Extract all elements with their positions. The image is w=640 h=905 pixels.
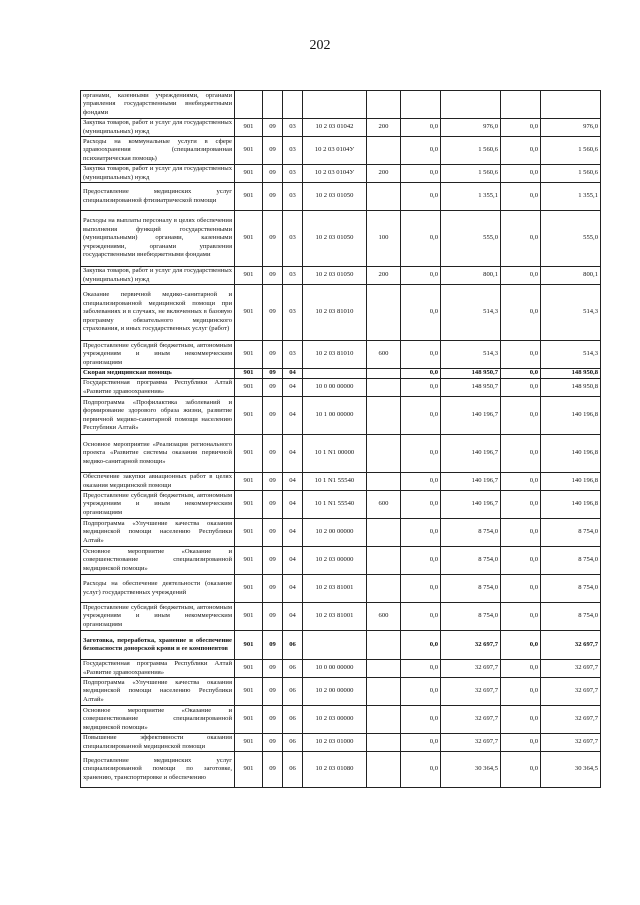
table-row <box>81 473 601 491</box>
amount-cell-3 <box>501 91 541 119</box>
row-name-cell: Предоставление субсидий бюджетным, автономным учреждениям и иным некоммерческим организациям <box>81 491 235 519</box>
amount-cell-1: 0,0 <box>401 660 441 678</box>
section-cell: 09 <box>263 285 283 341</box>
table-row <box>81 603 601 631</box>
table-row <box>81 706 601 734</box>
amount-cell-1: 0,0 <box>401 397 441 435</box>
subsection-cell: 06 <box>283 734 303 752</box>
section-cell: 09 <box>263 379 283 397</box>
subsection-cell: 04 <box>283 491 303 519</box>
admin-code-cell: 901 <box>235 734 263 752</box>
amount-cell-1: 0,0 <box>401 119 441 137</box>
row-name-cell: Повышение эффективности оказания специализированной медицинской помощи <box>81 734 235 752</box>
row-name-cell: Обеспечение закупки авиационных работ в целях оказания медицинской помощи <box>81 473 235 491</box>
row-name-cell: Скорая медицинская помощь <box>81 369 235 379</box>
section-cell: 09 <box>263 165 283 183</box>
row-name-cell: Государственная программа Республики Алтай «Развитие здравоохранения» <box>81 660 235 678</box>
row-name-cell: органами, казенными учреждениями, органами управления государственными внебюджетными фондами <box>81 91 235 119</box>
section-cell: 09 <box>263 211 283 267</box>
row-name-cell: Подпрограмма «Улучшение качества оказания медицинской помощи населению Республики Алтай» <box>81 519 235 547</box>
target-article-cell: 10 2 03 81001 <box>303 575 367 603</box>
amount-cell-2: 976,0 <box>441 119 501 137</box>
table-row <box>81 631 601 660</box>
subsection-cell: 03 <box>283 267 303 285</box>
target-article-cell: 10 2 00 00000 <box>303 678 367 706</box>
admin-code-cell: 901 <box>235 435 263 473</box>
target-article-cell: 10 1 N1 55540 <box>303 491 367 519</box>
amount-cell-2: 148 950,7 <box>441 379 501 397</box>
section-cell: 09 <box>263 267 283 285</box>
amount-cell-1: 0,0 <box>401 341 441 369</box>
target-article-cell: 10 2 03 01050 <box>303 183 367 211</box>
target-article-cell: 10 2 03 00000 <box>303 547 367 575</box>
expense-type-cell <box>367 519 401 547</box>
amount-cell-1: 0,0 <box>401 379 441 397</box>
admin-code-cell: 901 <box>235 137 263 165</box>
expense-type-cell: 200 <box>367 165 401 183</box>
amount-cell-3: 0,0 <box>501 119 541 137</box>
section-cell: 09 <box>263 547 283 575</box>
table-row <box>81 397 601 435</box>
row-name-cell: Оказание первичной медико-санитарной и специализированной медицинской помощи при заболеваниях и в случаях, не включенных в базовую программу обязательного медицинского страхования, и иных государственных услуг (работ) <box>81 285 235 341</box>
row-name-cell: Расходы на выплаты персоналу в целях обеспечения выполнения функций государственными (муниципальными) органами, казенными учреждениями, органами управления государственными внебюджетными фондами <box>81 211 235 267</box>
target-article-cell: 10 2 03 01042 <box>303 119 367 137</box>
amount-cell-2: 32 697,7 <box>441 706 501 734</box>
admin-code-cell: 901 <box>235 603 263 631</box>
amount-cell-3: 0,0 <box>501 369 541 379</box>
expense-type-cell: 100 <box>367 211 401 267</box>
amount-cell-3: 0,0 <box>501 397 541 435</box>
amount-cell-3: 0,0 <box>501 473 541 491</box>
amount-cell-4: 148 950,8 <box>541 369 601 379</box>
subsection-cell: 03 <box>283 183 303 211</box>
amount-cell-3: 0,0 <box>501 491 541 519</box>
subsection-cell <box>283 91 303 119</box>
subsection-cell: 03 <box>283 137 303 165</box>
subsection-cell: 06 <box>283 660 303 678</box>
target-article-cell: 10 2 00 00000 <box>303 519 367 547</box>
expense-type-cell <box>367 734 401 752</box>
expense-type-cell <box>367 183 401 211</box>
expense-type-cell: 200 <box>367 267 401 285</box>
target-article-cell: 10 2 03 01050 <box>303 211 367 267</box>
subsection-cell: 04 <box>283 603 303 631</box>
admin-code-cell: 901 <box>235 575 263 603</box>
expense-type-cell <box>367 379 401 397</box>
amount-cell-4: 8 754,0 <box>541 519 601 547</box>
amount-cell-4: 32 697,7 <box>541 706 601 734</box>
amount-cell-3: 0,0 <box>501 165 541 183</box>
amount-cell-2: 1 355,1 <box>441 183 501 211</box>
amount-cell-2: 8 754,0 <box>441 519 501 547</box>
section-cell <box>263 91 283 119</box>
expense-type-cell <box>367 706 401 734</box>
admin-code-cell: 901 <box>235 473 263 491</box>
subsection-cell: 06 <box>283 752 303 788</box>
table-row <box>81 137 601 165</box>
table-row <box>81 678 601 706</box>
amount-cell-1: 0,0 <box>401 706 441 734</box>
amount-cell-4: 1 560,6 <box>541 165 601 183</box>
table-row <box>81 267 601 285</box>
subsection-cell: 06 <box>283 706 303 734</box>
admin-code-cell: 901 <box>235 752 263 788</box>
amount-cell-1: 0,0 <box>401 752 441 788</box>
amount-cell-4: 140 196,8 <box>541 491 601 519</box>
target-article-cell: 10 2 03 81001 <box>303 603 367 631</box>
amount-cell-3: 0,0 <box>501 734 541 752</box>
amount-cell-3: 0,0 <box>501 706 541 734</box>
amount-cell-1: 0,0 <box>401 165 441 183</box>
row-name-cell: Заготовка, переработка, хранение и обеспечение безопасности донорской крови и ее компонентов <box>81 631 235 660</box>
row-name-cell: Закупка товаров, работ и услуг для государственных (муниципальных) нужд <box>81 267 235 285</box>
table-row <box>81 435 601 473</box>
amount-cell-3: 0,0 <box>501 211 541 267</box>
section-cell: 09 <box>263 706 283 734</box>
target-article-cell: 10 2 03 01050 <box>303 267 367 285</box>
target-article-cell: 10 1 N1 00000 <box>303 435 367 473</box>
amount-cell-3: 0,0 <box>501 519 541 547</box>
target-article-cell <box>303 631 367 660</box>
target-article-cell: 10 2 03 0104У <box>303 165 367 183</box>
amount-cell-3: 0,0 <box>501 285 541 341</box>
amount-cell-2: 514,3 <box>441 285 501 341</box>
amount-cell-3: 0,0 <box>501 603 541 631</box>
admin-code-cell: 901 <box>235 519 263 547</box>
subsection-cell: 04 <box>283 379 303 397</box>
row-name-cell: Основное мероприятие «Оказание и совершенствование специализированной медицинской помощи» <box>81 706 235 734</box>
admin-code-cell <box>235 91 263 119</box>
expense-type-cell <box>367 137 401 165</box>
expense-type-cell <box>367 91 401 119</box>
amount-cell-3: 0,0 <box>501 267 541 285</box>
table-row <box>81 341 601 369</box>
amount-cell-4: 8 754,0 <box>541 547 601 575</box>
target-article-cell: 10 2 03 81010 <box>303 341 367 369</box>
expense-type-cell: 600 <box>367 603 401 631</box>
amount-cell-1: 0,0 <box>401 519 441 547</box>
admin-code-cell: 901 <box>235 183 263 211</box>
subsection-cell: 04 <box>283 369 303 379</box>
amount-cell-2: 800,1 <box>441 267 501 285</box>
subsection-cell: 04 <box>283 575 303 603</box>
section-cell: 09 <box>263 603 283 631</box>
expense-type-cell <box>367 631 401 660</box>
expense-type-cell <box>367 752 401 788</box>
amount-cell-2: 514,3 <box>441 341 501 369</box>
table-row <box>81 285 601 341</box>
amount-cell-3: 0,0 <box>501 341 541 369</box>
amount-cell-2: 8 754,0 <box>441 575 501 603</box>
amount-cell-3: 0,0 <box>501 752 541 788</box>
expense-type-cell <box>367 397 401 435</box>
amount-cell-2: 140 196,7 <box>441 397 501 435</box>
subsection-cell: 03 <box>283 285 303 341</box>
table-row <box>81 165 601 183</box>
amount-cell-1: 0,0 <box>401 491 441 519</box>
expense-type-cell: 200 <box>367 119 401 137</box>
admin-code-cell: 901 <box>235 631 263 660</box>
section-cell: 09 <box>263 435 283 473</box>
amount-cell-3: 0,0 <box>501 660 541 678</box>
row-name-cell: Расходы на обеспечение деятельности (оказание услуг) государственных учреждений <box>81 575 235 603</box>
table-row <box>81 491 601 519</box>
amount-cell-1: 0,0 <box>401 137 441 165</box>
admin-code-cell: 901 <box>235 285 263 341</box>
amount-cell-4: 976,0 <box>541 119 601 137</box>
expense-type-cell <box>367 660 401 678</box>
table-row <box>81 379 601 397</box>
target-article-cell: 10 1 N1 55540 <box>303 473 367 491</box>
expense-type-cell <box>367 435 401 473</box>
amount-cell-2: 1 560,6 <box>441 165 501 183</box>
target-article-cell: 10 0 00 00000 <box>303 379 367 397</box>
amount-cell-1: 0,0 <box>401 603 441 631</box>
table-row <box>81 660 601 678</box>
amount-cell-2: 8 754,0 <box>441 547 501 575</box>
amount-cell-1: 0,0 <box>401 267 441 285</box>
section-cell: 09 <box>263 137 283 165</box>
amount-cell-4: 8 754,0 <box>541 575 601 603</box>
subsection-cell: 06 <box>283 678 303 706</box>
admin-code-cell: 901 <box>235 547 263 575</box>
page-number: 202 <box>309 38 331 53</box>
admin-code-cell: 901 <box>235 397 263 435</box>
amount-cell-4: 800,1 <box>541 267 601 285</box>
amount-cell-1: 0,0 <box>401 183 441 211</box>
amount-cell-2: 32 697,7 <box>441 660 501 678</box>
section-cell: 09 <box>263 119 283 137</box>
subsection-cell: 03 <box>283 341 303 369</box>
amount-cell-3: 0,0 <box>501 547 541 575</box>
amount-cell-3: 0,0 <box>501 435 541 473</box>
target-article-cell: 10 2 03 0104У <box>303 137 367 165</box>
amount-cell-2: 1 560,6 <box>441 137 501 165</box>
section-cell: 09 <box>263 734 283 752</box>
row-name-cell: Закупка товаров, работ и услуг для государственных (муниципальных) нужд <box>81 165 235 183</box>
amount-cell-1: 0,0 <box>401 631 441 660</box>
expense-type-cell <box>367 473 401 491</box>
amount-cell-4: 140 196,8 <box>541 473 601 491</box>
subsection-cell: 03 <box>283 119 303 137</box>
admin-code-cell: 901 <box>235 211 263 267</box>
target-article-cell: 10 1 00 00000 <box>303 397 367 435</box>
section-cell: 09 <box>263 491 283 519</box>
subsection-cell: 06 <box>283 631 303 660</box>
subsection-cell: 03 <box>283 165 303 183</box>
table-row <box>81 519 601 547</box>
table-row <box>81 752 601 788</box>
amount-cell-1: 0,0 <box>401 734 441 752</box>
amount-cell-1: 0,0 <box>401 435 441 473</box>
amount-cell-2: 140 196,7 <box>441 473 501 491</box>
section-cell: 09 <box>263 519 283 547</box>
table-row <box>81 575 601 603</box>
amount-cell-2: 8 754,0 <box>441 603 501 631</box>
admin-code-cell: 901 <box>235 119 263 137</box>
admin-code-cell: 901 <box>235 660 263 678</box>
table-row <box>81 369 601 379</box>
section-cell: 09 <box>263 660 283 678</box>
amount-cell-1: 0,0 <box>401 473 441 491</box>
row-name-cell: Основное мероприятие «Реализация регионального проекта «Развитие системы оказания первичной медико-санитарной помощи» <box>81 435 235 473</box>
subsection-cell: 04 <box>283 519 303 547</box>
section-cell: 09 <box>263 473 283 491</box>
target-article-cell: 10 2 03 00000 <box>303 706 367 734</box>
admin-code-cell: 901 <box>235 379 263 397</box>
target-article-cell: 10 2 03 01080 <box>303 752 367 788</box>
table-row <box>81 183 601 211</box>
admin-code-cell: 901 <box>235 341 263 369</box>
target-article-cell: 10 2 03 01000 <box>303 734 367 752</box>
amount-cell-4: 555,0 <box>541 211 601 267</box>
table-row <box>81 91 601 119</box>
amount-cell-4: 32 697,7 <box>541 678 601 706</box>
amount-cell-2: 32 697,7 <box>441 734 501 752</box>
target-article-cell: 10 0 00 00000 <box>303 660 367 678</box>
subsection-cell: 04 <box>283 397 303 435</box>
table-row <box>81 734 601 752</box>
table-row <box>81 211 601 267</box>
amount-cell-1: 0,0 <box>401 547 441 575</box>
subsection-cell: 04 <box>283 547 303 575</box>
row-name-cell: Предоставление субсидий бюджетным, автономным учреждениям и иным некоммерческим организациям <box>81 341 235 369</box>
amount-cell-4: 30 364,5 <box>541 752 601 788</box>
amount-cell-4: 514,3 <box>541 285 601 341</box>
amount-cell-4: 514,3 <box>541 341 601 369</box>
section-cell: 09 <box>263 183 283 211</box>
expense-type-cell <box>367 547 401 575</box>
section-cell: 09 <box>263 341 283 369</box>
admin-code-cell: 901 <box>235 165 263 183</box>
section-cell: 09 <box>263 678 283 706</box>
admin-code-cell: 901 <box>235 267 263 285</box>
amount-cell-4: 140 196,8 <box>541 397 601 435</box>
section-cell: 09 <box>263 631 283 660</box>
amount-cell-1: 0,0 <box>401 678 441 706</box>
expense-type-cell <box>367 575 401 603</box>
expense-type-cell: 600 <box>367 491 401 519</box>
amount-cell-3: 0,0 <box>501 183 541 211</box>
admin-code-cell: 901 <box>235 706 263 734</box>
subsection-cell: 04 <box>283 473 303 491</box>
amount-cell-3: 0,0 <box>501 631 541 660</box>
amount-cell-2: 148 950,7 <box>441 369 501 379</box>
row-name-cell: Подпрограмма «Улучшение качества оказания медицинской помощи населению Республики Алтай» <box>81 678 235 706</box>
row-name-cell: Предоставление субсидий бюджетным, автономным учреждениям и иным некоммерческим организациям <box>81 603 235 631</box>
amount-cell-1: 0,0 <box>401 211 441 267</box>
amount-cell-4: 32 697,7 <box>541 734 601 752</box>
subsection-cell: 04 <box>283 435 303 473</box>
amount-cell-2: 30 364,5 <box>441 752 501 788</box>
budget-table <box>80 90 601 788</box>
expense-type-cell <box>367 678 401 706</box>
admin-code-cell: 901 <box>235 369 263 379</box>
amount-cell-2: 555,0 <box>441 211 501 267</box>
amount-cell-3: 0,0 <box>501 379 541 397</box>
section-cell: 09 <box>263 397 283 435</box>
amount-cell-4: 140 196,8 <box>541 435 601 473</box>
amount-cell-1 <box>401 91 441 119</box>
amount-cell-4: 1 355,1 <box>541 183 601 211</box>
target-article-cell <box>303 91 367 119</box>
row-name-cell: Расходы на коммунальные услуги в сфере здравоохранения (специализированная психиатрическая помощь) <box>81 137 235 165</box>
amount-cell-4: 32 697,7 <box>541 631 601 660</box>
section-cell: 09 <box>263 575 283 603</box>
expense-type-cell <box>367 285 401 341</box>
amount-cell-4: 8 754,0 <box>541 603 601 631</box>
expense-type-cell <box>367 369 401 379</box>
amount-cell-3: 0,0 <box>501 678 541 706</box>
amount-cell-1: 0,0 <box>401 575 441 603</box>
amount-cell-3: 0,0 <box>501 137 541 165</box>
amount-cell-2: 32 697,7 <box>441 631 501 660</box>
row-name-cell: Основное мероприятие «Оказание и совершенствование специализированной медицинской помощи» <box>81 547 235 575</box>
amount-cell-1: 0,0 <box>401 285 441 341</box>
expense-type-cell: 600 <box>367 341 401 369</box>
row-name-cell: Подпрограмма «Профилактика заболеваний и формирование здорового образа жизни, развитие первичной медико-санитарной помощи населению Республики Алтай» <box>81 397 235 435</box>
amount-cell-3: 0,0 <box>501 575 541 603</box>
amount-cell-4: 32 697,7 <box>541 660 601 678</box>
admin-code-cell: 901 <box>235 678 263 706</box>
amount-cell-2 <box>441 91 501 119</box>
amount-cell-4 <box>541 91 601 119</box>
target-article-cell: 10 2 03 81010 <box>303 285 367 341</box>
amount-cell-2: 140 196,7 <box>441 491 501 519</box>
row-name-cell: Предоставление медицинских услуг специализированной фтизиатрической помощи <box>81 183 235 211</box>
amount-cell-1: 0,0 <box>401 369 441 379</box>
amount-cell-4: 1 560,6 <box>541 137 601 165</box>
amount-cell-2: 140 196,7 <box>441 435 501 473</box>
row-name-cell: Предоставление медицинских услуг специализированной помощи по заготовке, хранению, транспортировке и обеспечению <box>81 752 235 788</box>
table-body <box>81 91 601 788</box>
section-cell: 09 <box>263 369 283 379</box>
table-row <box>81 547 601 575</box>
amount-cell-2: 32 697,7 <box>441 678 501 706</box>
amount-cell-4: 148 950,8 <box>541 379 601 397</box>
row-name-cell: Закупка товаров, работ и услуг для государственных (муниципальных) нужд <box>81 119 235 137</box>
target-article-cell <box>303 369 367 379</box>
subsection-cell: 03 <box>283 211 303 267</box>
admin-code-cell: 901 <box>235 491 263 519</box>
row-name-cell: Государственная программа Республики Алтай «Развитие здравоохранения» <box>81 379 235 397</box>
table-row <box>81 119 601 137</box>
section-cell: 09 <box>263 752 283 788</box>
